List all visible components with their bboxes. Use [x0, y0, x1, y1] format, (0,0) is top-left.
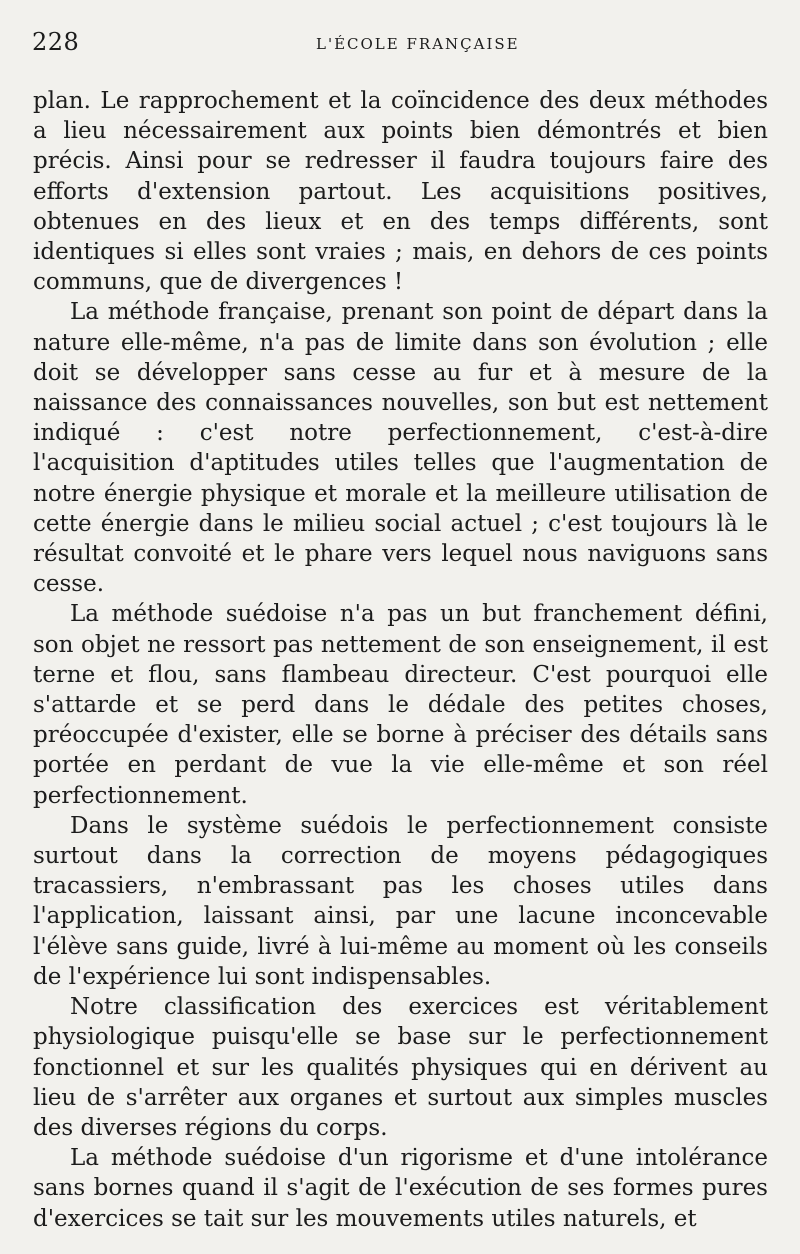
running-head: L'ÉCOLE FRANÇAISE: [316, 35, 520, 53]
paragraph-6: La méthode suédoise d'un rigorisme et d'une intolérance sans bornes quand il s'agit de l'exécution de ses formes pures d'exercices se tait sur les mouvements utiles naturels, et: [33, 1145, 768, 1232]
page-header: [32, 28, 772, 58]
page-number: 228: [32, 28, 80, 56]
paragraph-1: plan. Le rapprochement et la coïncidence des deux méthodes a lieu nécessairement aux points bien démontrés et bien précis. Ainsi pour se redresser il faudra toujours faire des efforts d'extension partout. Les acquisitions positives, obtenues en des lieux et en des temps différents, sont identiques si elles sont vraies ; mais, en dehors de ces points communs, que de divergences !: [33, 88, 768, 296]
paragraph-3: La méthode suédoise n'a pas un but franchement défini, son objet ne ressort pas nettement de son enseignement, il est terne et flou, sans flambeau directeur. C'est pourquoi elle s'attarde et se perd dans le dédale des petites choses, préoccupée d'exister, elle se borne à préciser des détails sans portée en perdant de vue la vie elle-même et son réel perfectionnement.: [33, 601, 768, 809]
paragraph-2: La méthode française, prenant son point de départ dans la nature elle-même, n'a pas de limite dans son évolution ; elle doit se développer sans cesse au fur et à mesure de la naissance des connaissances nouvelles, son but est nettement indiqué : c'est notre perfectionnement, c'est-à-dire l'acquisition d'aptitudes utiles telles que l'augmentation de notre énergie physique et morale et la meilleure utilisation de cette énergie dans le milieu social actuel ; c'est toujours là le résultat convoité et le phare vers lequel nous naviguons sans cesse.: [33, 299, 768, 598]
paragraph-5: Notre classification des exercices est véritablement physiologique puisqu'elle se base sur le perfectionnement fonctionnel et sur les qualités physiques qui en dérivent au lieu de s'arrêter aux organes et surtout aux simples muscles des diverses régions du corps.: [33, 994, 768, 1141]
body-text: [33, 86, 768, 1234]
paragraph-4: Dans le système suédois le perfectionnement consiste surtout dans la correction de moyens pédagogiques tracassiers, n'embrassant pas les choses utiles dans l'application, laissant ainsi, par une lacune inconcevable l'élève sans guide, livré à lui-même au moment où les conseils de l'expérience lui sont indispensables.: [33, 812, 768, 990]
